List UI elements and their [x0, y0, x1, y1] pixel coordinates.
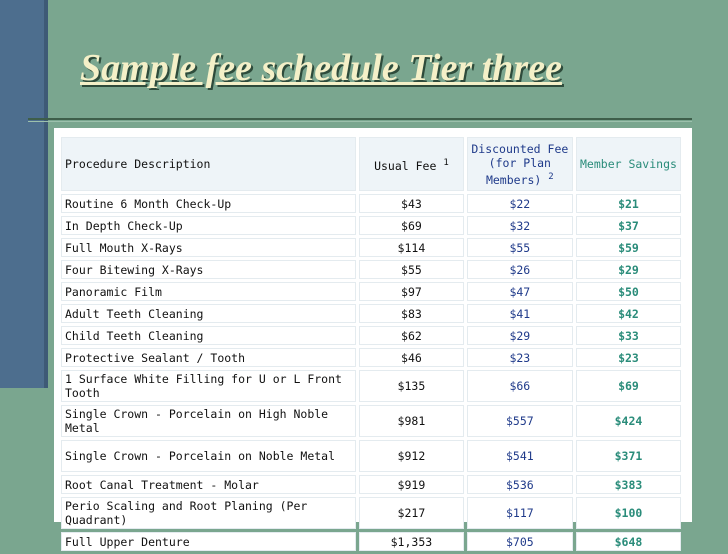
- fee-schedule-table: [58, 134, 684, 554]
- table-row: [61, 532, 681, 551]
- cell-procedure: Child Teeth Cleaning: [61, 326, 356, 345]
- cell-usual-fee: $97: [359, 282, 464, 301]
- cell-procedure: Panoramic Film: [61, 282, 356, 301]
- table-row: [61, 326, 681, 345]
- header-usual-fee: Usual Fee $^1$: [359, 137, 464, 191]
- table-row: [61, 440, 681, 472]
- cell-usual-fee: $43: [359, 194, 464, 213]
- cell-procedure: Full Mouth X-Rays: [61, 238, 356, 257]
- table-row: [61, 260, 681, 279]
- title-divider: [28, 118, 692, 120]
- cell-procedure: Perio Scaling and Root Planing (Per Quadrant): [61, 497, 356, 529]
- cell-usual-fee: $1,353: [359, 532, 464, 551]
- cell-member-savings: $42: [576, 304, 681, 323]
- cell-member-savings: $69: [576, 370, 681, 402]
- cell-discounted-fee: $32: [467, 216, 573, 235]
- cell-discounted-fee: $541: [467, 440, 573, 472]
- cell-procedure: Protective Sealant / Tooth: [61, 348, 356, 367]
- cell-discounted-fee: $55: [467, 238, 573, 257]
- table-row: [61, 497, 681, 529]
- cell-procedure: Single Crown - Porcelain on High Noble Metal: [61, 405, 356, 437]
- cell-discounted-fee: $23: [467, 348, 573, 367]
- cell-discounted-fee: $557: [467, 405, 573, 437]
- table-row: [61, 348, 681, 367]
- cell-discounted-fee: $536: [467, 475, 573, 494]
- cell-procedure: Four Bitewing X-Rays: [61, 260, 356, 279]
- table-row: [61, 304, 681, 323]
- table-row: [61, 216, 681, 235]
- cell-discounted-fee: $29: [467, 326, 573, 345]
- cell-usual-fee: $912: [359, 440, 464, 472]
- table-row: [61, 370, 681, 402]
- cell-procedure: Adult Teeth Cleaning: [61, 304, 356, 323]
- cell-member-savings: $50: [576, 282, 681, 301]
- table-row: [61, 282, 681, 301]
- cell-member-savings: $23: [576, 348, 681, 367]
- left-accent-bar: [0, 0, 48, 388]
- table-header-row: [61, 137, 681, 191]
- cell-discounted-fee: $41: [467, 304, 573, 323]
- cell-procedure: Routine 6 Month Check-Up: [61, 194, 356, 213]
- slide-title: Sample fee schedule Tier three: [80, 47, 562, 89]
- cell-usual-fee: $135: [359, 370, 464, 402]
- cell-discounted-fee: $22: [467, 194, 573, 213]
- cell-member-savings: $33: [576, 326, 681, 345]
- cell-discounted-fee: $705: [467, 532, 573, 551]
- cell-procedure: Full Upper Denture: [61, 532, 356, 551]
- cell-usual-fee: $62: [359, 326, 464, 345]
- cell-member-savings: $648: [576, 532, 681, 551]
- cell-procedure: Root Canal Treatment - Molar: [61, 475, 356, 494]
- cell-member-savings: $59: [576, 238, 681, 257]
- cell-discounted-fee: $47: [467, 282, 573, 301]
- cell-member-savings: $100: [576, 497, 681, 529]
- table-row: [61, 238, 681, 257]
- cell-usual-fee: $981: [359, 405, 464, 437]
- cell-member-savings: $21: [576, 194, 681, 213]
- table-row: [61, 405, 681, 437]
- cell-usual-fee: $83: [359, 304, 464, 323]
- title-divider-highlight: [28, 121, 692, 122]
- cell-procedure: Single Crown - Porcelain on Noble Metal: [61, 440, 356, 472]
- cell-procedure: In Depth Check-Up: [61, 216, 356, 235]
- cell-usual-fee: $46: [359, 348, 464, 367]
- cell-member-savings: $383: [576, 475, 681, 494]
- cell-member-savings: $29: [576, 260, 681, 279]
- cell-procedure: 1 Surface White Filling for U or L Front Tooth: [61, 370, 356, 402]
- cell-usual-fee: $114: [359, 238, 464, 257]
- table-row: [61, 194, 681, 213]
- cell-usual-fee: $69: [359, 216, 464, 235]
- cell-member-savings: $37: [576, 216, 681, 235]
- cell-usual-fee: $919: [359, 475, 464, 494]
- cell-usual-fee: $217: [359, 497, 464, 529]
- footnote-marker: 1: [443, 157, 449, 168]
- cell-usual-fee: $55: [359, 260, 464, 279]
- header-discounted-fee: Discounted Fee (for Plan Members) $^2$: [467, 137, 573, 191]
- cell-member-savings: $424: [576, 405, 681, 437]
- cell-discounted-fee: $66: [467, 370, 573, 402]
- table-row: [61, 475, 681, 494]
- header-member-savings: Member Savings: [576, 137, 681, 191]
- cell-discounted-fee: $117: [467, 497, 573, 529]
- fee-table-panel: [54, 128, 692, 549]
- header-procedure: Procedure Description: [61, 137, 356, 191]
- footnote-marker: 2: [548, 171, 554, 182]
- cell-discounted-fee: $26: [467, 260, 573, 279]
- cell-member-savings: $371: [576, 440, 681, 472]
